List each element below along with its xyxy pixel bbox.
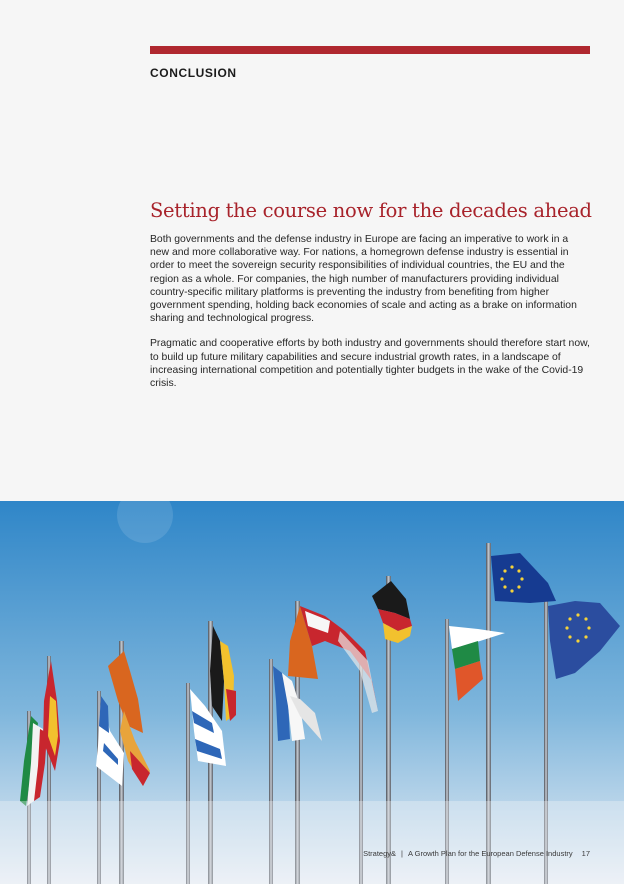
footer-separator: | <box>401 849 403 858</box>
article-body <box>150 233 590 402</box>
paragraph: Both governments and the defense industry in Europe are facing an imperative to work in a new and more collaborative way. For nations, a homegrown defense industry is essential in order to meet the sovereign security responsibilities of individual countries, the EU and the region as a whole. For companies, the high number of manufacturers providing individual country-specific military platforms is preventing the industry from benefiting from higher government spending, holding back economies of scale and acting as a brake on information sharing and technological progress. <box>150 234 577 325</box>
page-headline: Setting the course now for the decades ahead <box>150 199 592 222</box>
flags-photo <box>0 501 624 884</box>
accent-rule <box>150 46 590 54</box>
footer-brand: Strategy& <box>363 849 397 858</box>
footer-report-title: A Growth Plan for the European Defense Industry <box>407 849 573 858</box>
paragraph: Pragmatic and cooperative efforts by both industry and governments should therefore start now, to build up future military capabilities and secure industrial growth rates, in a landscape of increasing international competition and potentially tighter budgets in the wake of the Covid-19 crisis. <box>150 338 590 390</box>
section-label: CONCLUSION <box>150 66 237 80</box>
page-number: 17 <box>581 849 590 858</box>
page-footer <box>363 849 590 858</box>
